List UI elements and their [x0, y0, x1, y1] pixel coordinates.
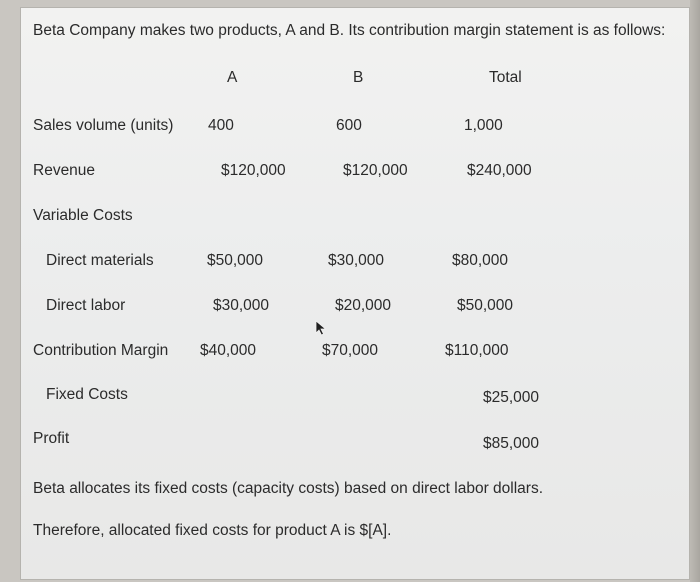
- mouse-cursor-icon: [315, 320, 327, 336]
- contribution-margin-a: $40,000: [200, 342, 257, 359]
- direct-materials-a: $50,000: [207, 252, 264, 269]
- revenue-a: $120,000: [221, 162, 286, 179]
- column-header-total: Total: [489, 69, 522, 86]
- profit-total: $85,000: [483, 435, 540, 452]
- row-label-revenue: Revenue: [33, 162, 96, 179]
- row-label-direct-labor: Direct labor: [46, 297, 126, 314]
- intro-text: Beta Company makes two products, A and B. Its contribution margin statement is as follows:: [33, 22, 666, 39]
- fixed-costs-total: $25,000: [483, 389, 540, 406]
- row-label-profit: Profit: [33, 430, 70, 447]
- contribution-margin-b: $70,000: [322, 342, 379, 359]
- revenue-b: $120,000: [343, 162, 408, 179]
- row-label-contribution-margin: Contribution Margin: [33, 342, 169, 359]
- direct-labor-b: $20,000: [335, 297, 392, 314]
- column-header-b: B: [353, 69, 364, 86]
- question-text: Therefore, allocated fixed costs for product A is $[A].: [33, 522, 392, 539]
- revenue-total: $240,000: [467, 162, 532, 179]
- direct-labor-total: $50,000: [457, 297, 514, 314]
- row-label-sales-volume: Sales volume (units): [33, 117, 174, 134]
- direct-materials-total: $80,000: [452, 252, 509, 269]
- column-header-a: A: [227, 69, 238, 86]
- sales-volume-b: 600: [336, 117, 362, 134]
- sales-volume-a: 400: [208, 117, 234, 134]
- direct-labor-a: $30,000: [213, 297, 270, 314]
- contribution-margin-total: $110,000: [445, 342, 509, 359]
- row-label-fixed-costs: Fixed Costs: [46, 386, 128, 403]
- row-label-variable-costs: Variable Costs: [33, 207, 133, 224]
- direct-materials-b: $30,000: [328, 252, 385, 269]
- sales-volume-total: 1,000: [464, 117, 503, 134]
- screen-edge: [690, 0, 700, 582]
- row-label-direct-materials: Direct materials: [46, 252, 154, 269]
- allocation-note: Beta allocates its fixed costs (capacity costs) based on direct labor dollars.: [33, 480, 544, 497]
